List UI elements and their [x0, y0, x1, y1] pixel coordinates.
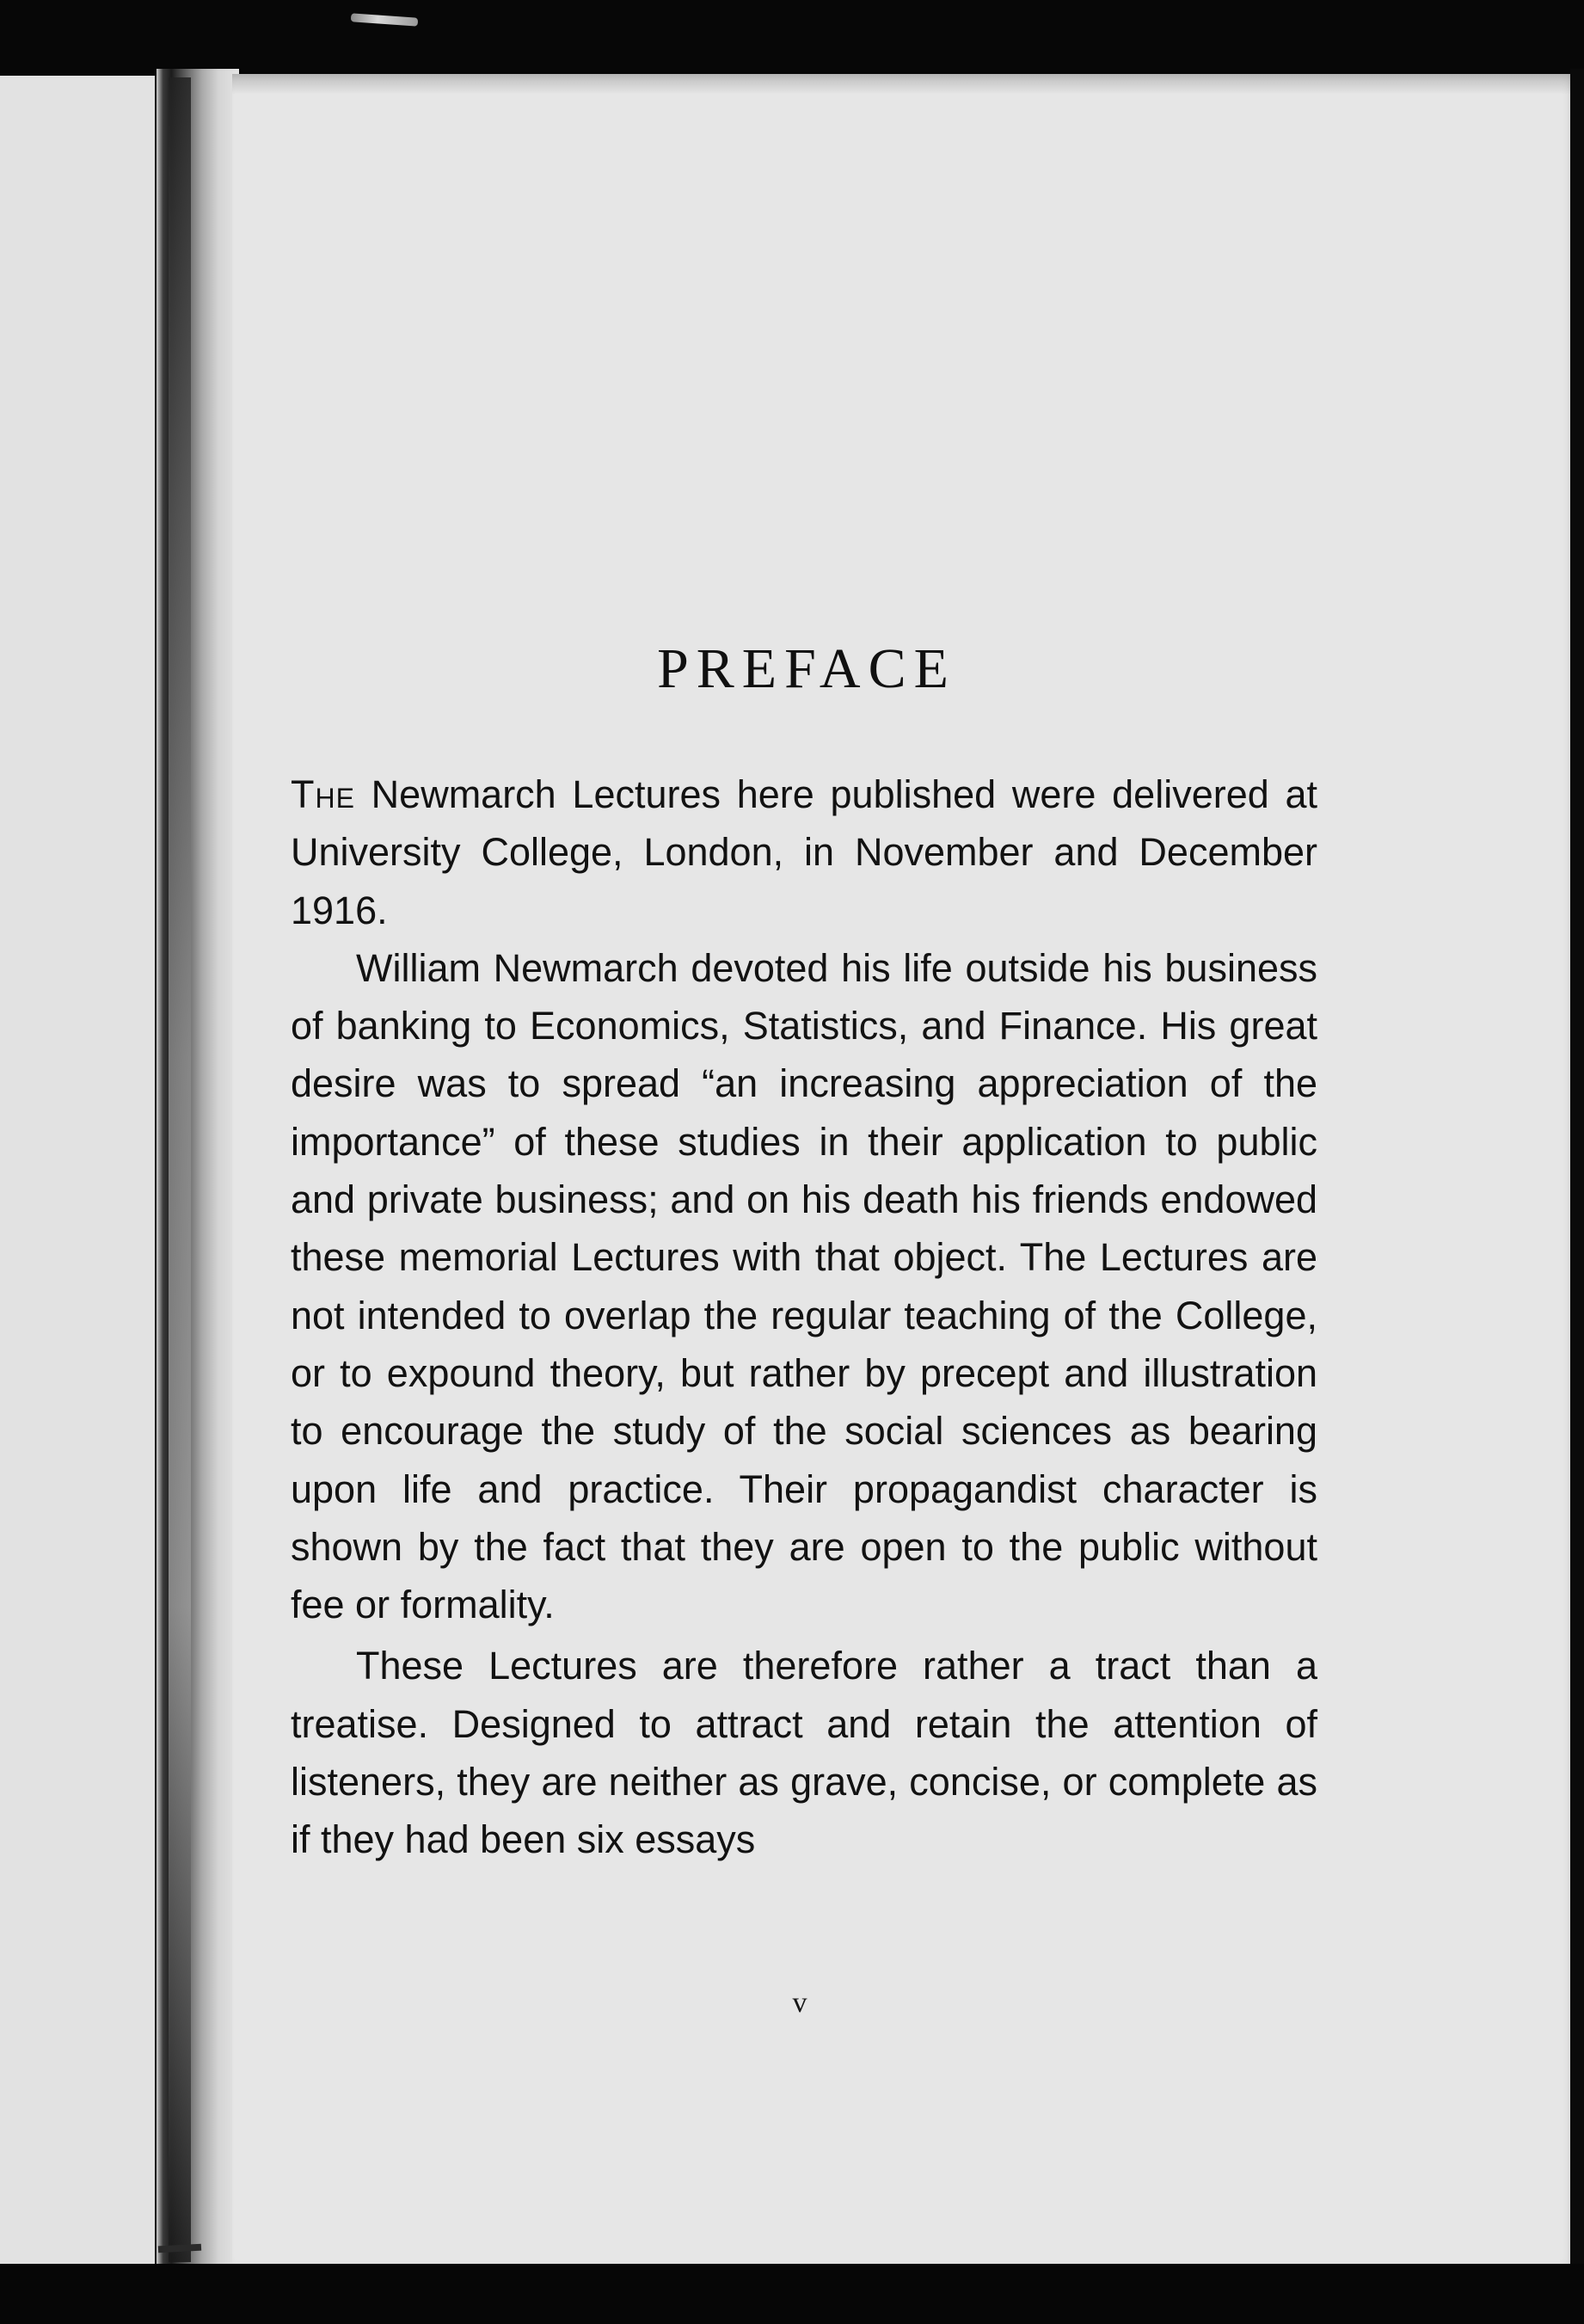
- page-title: PREFACE: [657, 637, 956, 700]
- preface-body: [291, 765, 1317, 1869]
- paragraph-3: These Lectures are therefore rather a tract than a treatise. Designed to attract and retain the attention of listeners, they are neither as grave, concise, or complete as if they had been six essays: [291, 1644, 1317, 1862]
- page-number: v: [792, 1987, 807, 2019]
- facing-page-edge: [0, 76, 155, 2265]
- paragraph-2: William Newmarch devoted his life outside his business of banking to Economics, Statistics, and Finance. His great desire was to spread “an increasing appreciation of the importance” of these studies in their application to public and private business; and on his death his friends endowed these memorial Lectures with that object. The Lectures are not intended to overlap the regular teaching of the College, or to expound theory, but rather by precept and illustration to encourage the study of the social sciences as bearing upon life and practice. Their propagandist character is shown by the fact that they are open to the public without fee or formality.: [291, 945, 1317, 1627]
- page-top-shadow: [232, 74, 1575, 95]
- scan-bottom-border: [0, 2264, 1584, 2324]
- paragraph-1-text: Newmarch Lectures here published were delivered at University College, London, in November and December 1916.: [291, 772, 1317, 932]
- gutter-shadow: [169, 77, 191, 2262]
- paragraph-1: [291, 765, 1317, 939]
- scan-top-border: [0, 0, 1584, 76]
- scan-right-border: [1570, 69, 1584, 2271]
- paragraph-lead-word: The: [291, 772, 355, 816]
